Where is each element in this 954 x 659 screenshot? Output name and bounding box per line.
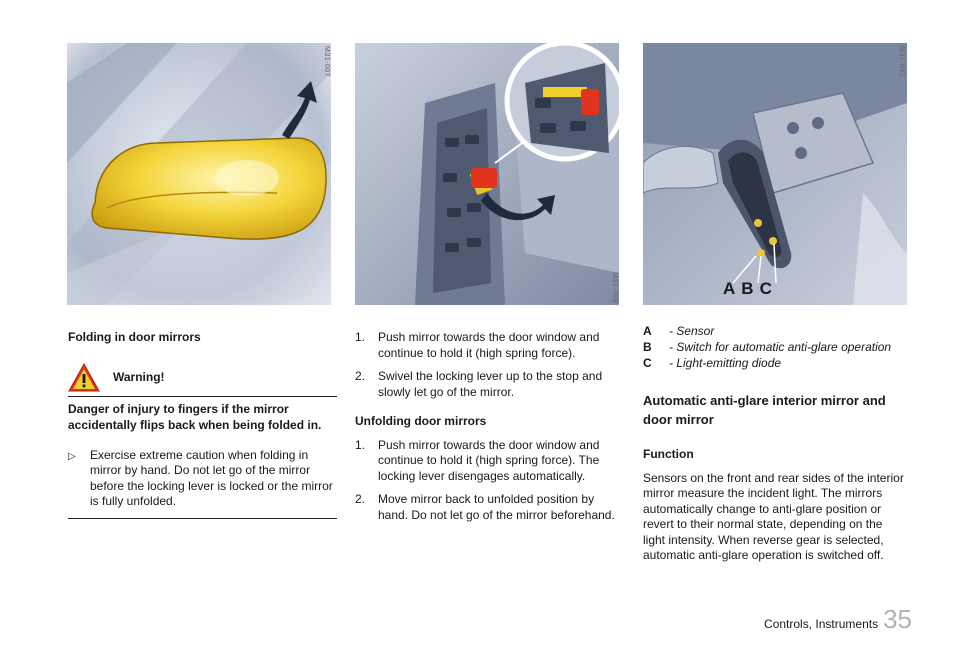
column-anti-glare — [643, 323, 905, 564]
figure-label-b: B — [741, 279, 760, 298]
legend-letter: C — [643, 356, 652, 370]
column-folding-in — [68, 330, 337, 519]
legend-letter: B — [643, 340, 652, 354]
legend-text: - Switch for automatic anti-glare operation — [669, 340, 892, 354]
column-steps — [355, 330, 617, 531]
unfold-step — [355, 492, 617, 523]
step-number: 2. — [355, 369, 366, 383]
locking-lever-illustration — [355, 43, 619, 305]
figure-legend — [643, 323, 905, 371]
legend-text: - Light-emitting diode — [669, 356, 782, 370]
fold-steps-list — [355, 330, 617, 400]
step-text: Push mirror towards the door window and continue to hold it (high spring force). The locking lever disengages automatically. — [378, 437, 600, 483]
legend-letter: A — [643, 324, 652, 338]
anti-glare-heading: Automatic anti-glare interior mirror and door mirror — [643, 393, 886, 427]
unfold-step — [355, 438, 617, 485]
unfold-steps-list — [355, 438, 617, 524]
function-text: Sensors on the front and rear sides of the interior mirror measure the incident light. The mirrors automatically change to anti-glare position or revert to their normal state, depending on the light intensity. When reverse gear is selected, automatic anti-glare operation is switched off. — [643, 470, 904, 562]
figure-locking-lever — [355, 43, 619, 305]
footer-section-label: Controls, Instruments — [764, 617, 879, 631]
step-number: 1. — [355, 330, 366, 344]
page-footer — [764, 604, 912, 635]
fold-step — [355, 330, 617, 361]
warning-text: Danger of injury to fingers if the mirror accidentally flips back when being folded in. — [68, 401, 322, 432]
caution-bullet — [68, 448, 337, 510]
warning-triangle-icon — [68, 363, 100, 392]
step-number: 2. — [355, 492, 366, 506]
step-text: Swivel the locking lever up to the stop and slowly let go of the mirror. — [378, 369, 603, 399]
step-number: 1. — [355, 437, 366, 452]
warning-end-divider — [68, 518, 337, 519]
figure-code-1: M31-007 — [323, 46, 330, 78]
warning-label: Warning! — [113, 369, 165, 384]
legend-item-c — [643, 355, 905, 371]
figure-label-c: C — [759, 279, 778, 298]
figure-interior-mirror — [643, 43, 907, 305]
fold-step — [355, 369, 617, 400]
warning-divider — [68, 396, 337, 397]
folding-mirror-illustration — [67, 43, 331, 305]
page-number: 35 — [883, 604, 912, 634]
figure-label-a: A — [723, 279, 742, 298]
triangle-bullet-icon: ▷ — [68, 450, 76, 462]
warning-header — [68, 362, 337, 394]
figure-folding-mirror — [67, 43, 331, 305]
interior-mirror-illustration — [643, 43, 907, 305]
unfolding-heading: Unfolding door mirrors — [355, 414, 487, 428]
figure-code-3: M31-042 — [898, 46, 905, 78]
figure-abc-labels — [723, 279, 778, 299]
step-text: Move mirror back to unfolded position by hand. Do not let go of the mirror beforehand. — [378, 492, 615, 522]
legend-item-a — [643, 323, 905, 339]
legend-text: - Sensor — [669, 324, 715, 338]
caution-text: Exercise extreme caution when folding in mirror by hand. Do not let go of the mirror before the locking lever is locked or the mirror is fully unfolded. — [90, 447, 333, 508]
folding-in-heading: Folding in door mirrors — [68, 330, 201, 344]
figure-code-2: M31-008 — [611, 272, 618, 304]
step-text: Push mirror towards the door window and continue to hold it (high spring force). — [378, 330, 600, 360]
function-heading: Function — [643, 447, 694, 461]
legend-item-b — [643, 339, 905, 355]
